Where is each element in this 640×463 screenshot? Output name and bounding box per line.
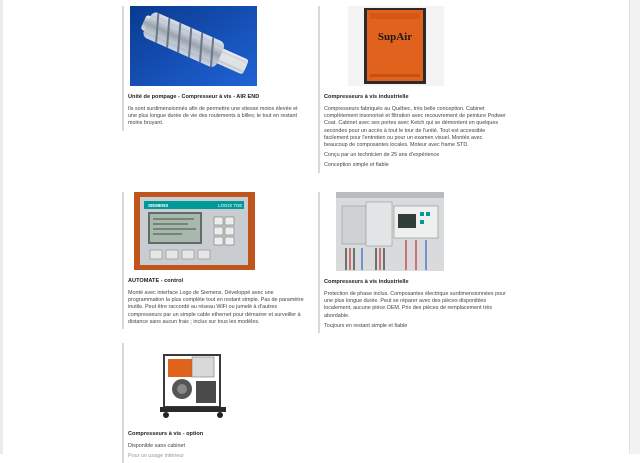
product-note: Pour un usage intérieur	[128, 453, 185, 460]
product-card-electrical	[318, 192, 506, 333]
page-left-edge	[0, 0, 3, 454]
product-title: Compresseurs à vis industrielle	[324, 279, 409, 285]
electrical-panel-image	[336, 192, 444, 271]
screw-rotor-image	[130, 6, 257, 86]
product-image[interactable]	[152, 343, 238, 423]
product-card-industrial-compressor	[318, 6, 506, 173]
product-note: Conception simple et fiable	[324, 162, 389, 169]
product-card-air-end	[122, 6, 308, 131]
supair-cabinet-image	[348, 6, 444, 86]
scrollbar[interactable]	[629, 0, 640, 454]
product-image[interactable]	[348, 6, 444, 86]
product-note: Conçu par un technicien de 25 ans d'expérience	[324, 152, 440, 159]
product-title: Compresseurs à vis - option	[128, 431, 204, 437]
product-image[interactable]	[336, 192, 444, 271]
product-description: Compresseurs fabriqués au Québec, très belle conception. Cabinet complètement insonorisé et filtration avec recouvrement de peinture Podwer Coat. Cabinet avec ses portes avec Ketch qui se démontent en quelques secondes pour un accès à tout le tour de l'unité. Tout est accessible facilement pour l'entretien ou pour un examen visuel. Montés avec beaucoup de composantes locales. Moteur avec frame STD.	[324, 106, 506, 149]
product-title: AUTOMATE - control	[128, 278, 184, 284]
product-note: Toujours en restant simple et fiable	[324, 322, 408, 329]
product-card-option	[122, 343, 308, 463]
product-image[interactable]	[130, 6, 257, 86]
siemens-brand-text: SIEMENS	[148, 203, 169, 208]
product-note: Disponible sans cabinet	[128, 443, 185, 449]
product-description: Monté avec interface Logo de Siemens. Développé avec une programmation la plus complète tout en restant simple. Pas de paramètre inutile. Peut être raccordé au réseau WiFi ou jumelé à d'autres compresseurs par un simple cable ethernet pour démarrer et surveiller à distance sans aucun frais ; inclus sur tous les modèles.	[128, 290, 304, 325]
product-description: Protection de phase inclus. Composantes électrique surdimensionnées pour une plus longue durée. Peut se réparer avec des pièces disponibles localement, aucune pièce OEM. Prix des pièces de remplacement très abordable.	[324, 291, 506, 319]
open-frame-compressor-image	[152, 343, 238, 423]
supair-logo-text: SupAir	[377, 31, 413, 43]
logo-model-text: LOGO! TDE	[218, 203, 243, 208]
siemens-controller-image	[134, 192, 255, 270]
product-image[interactable]	[134, 192, 255, 270]
product-description: Ils sont surdimensionnés afin de permettre une vitesse moins élevée et une plus longue durée de vie des roulements à billes; le tout en restant moins bruyant.	[128, 106, 298, 127]
product-card-automate	[122, 192, 308, 329]
product-title: Compresseurs à vis industrielle	[324, 94, 409, 100]
product-title: Unité de pompage - Compresseur à vis - AIR END	[128, 94, 260, 100]
